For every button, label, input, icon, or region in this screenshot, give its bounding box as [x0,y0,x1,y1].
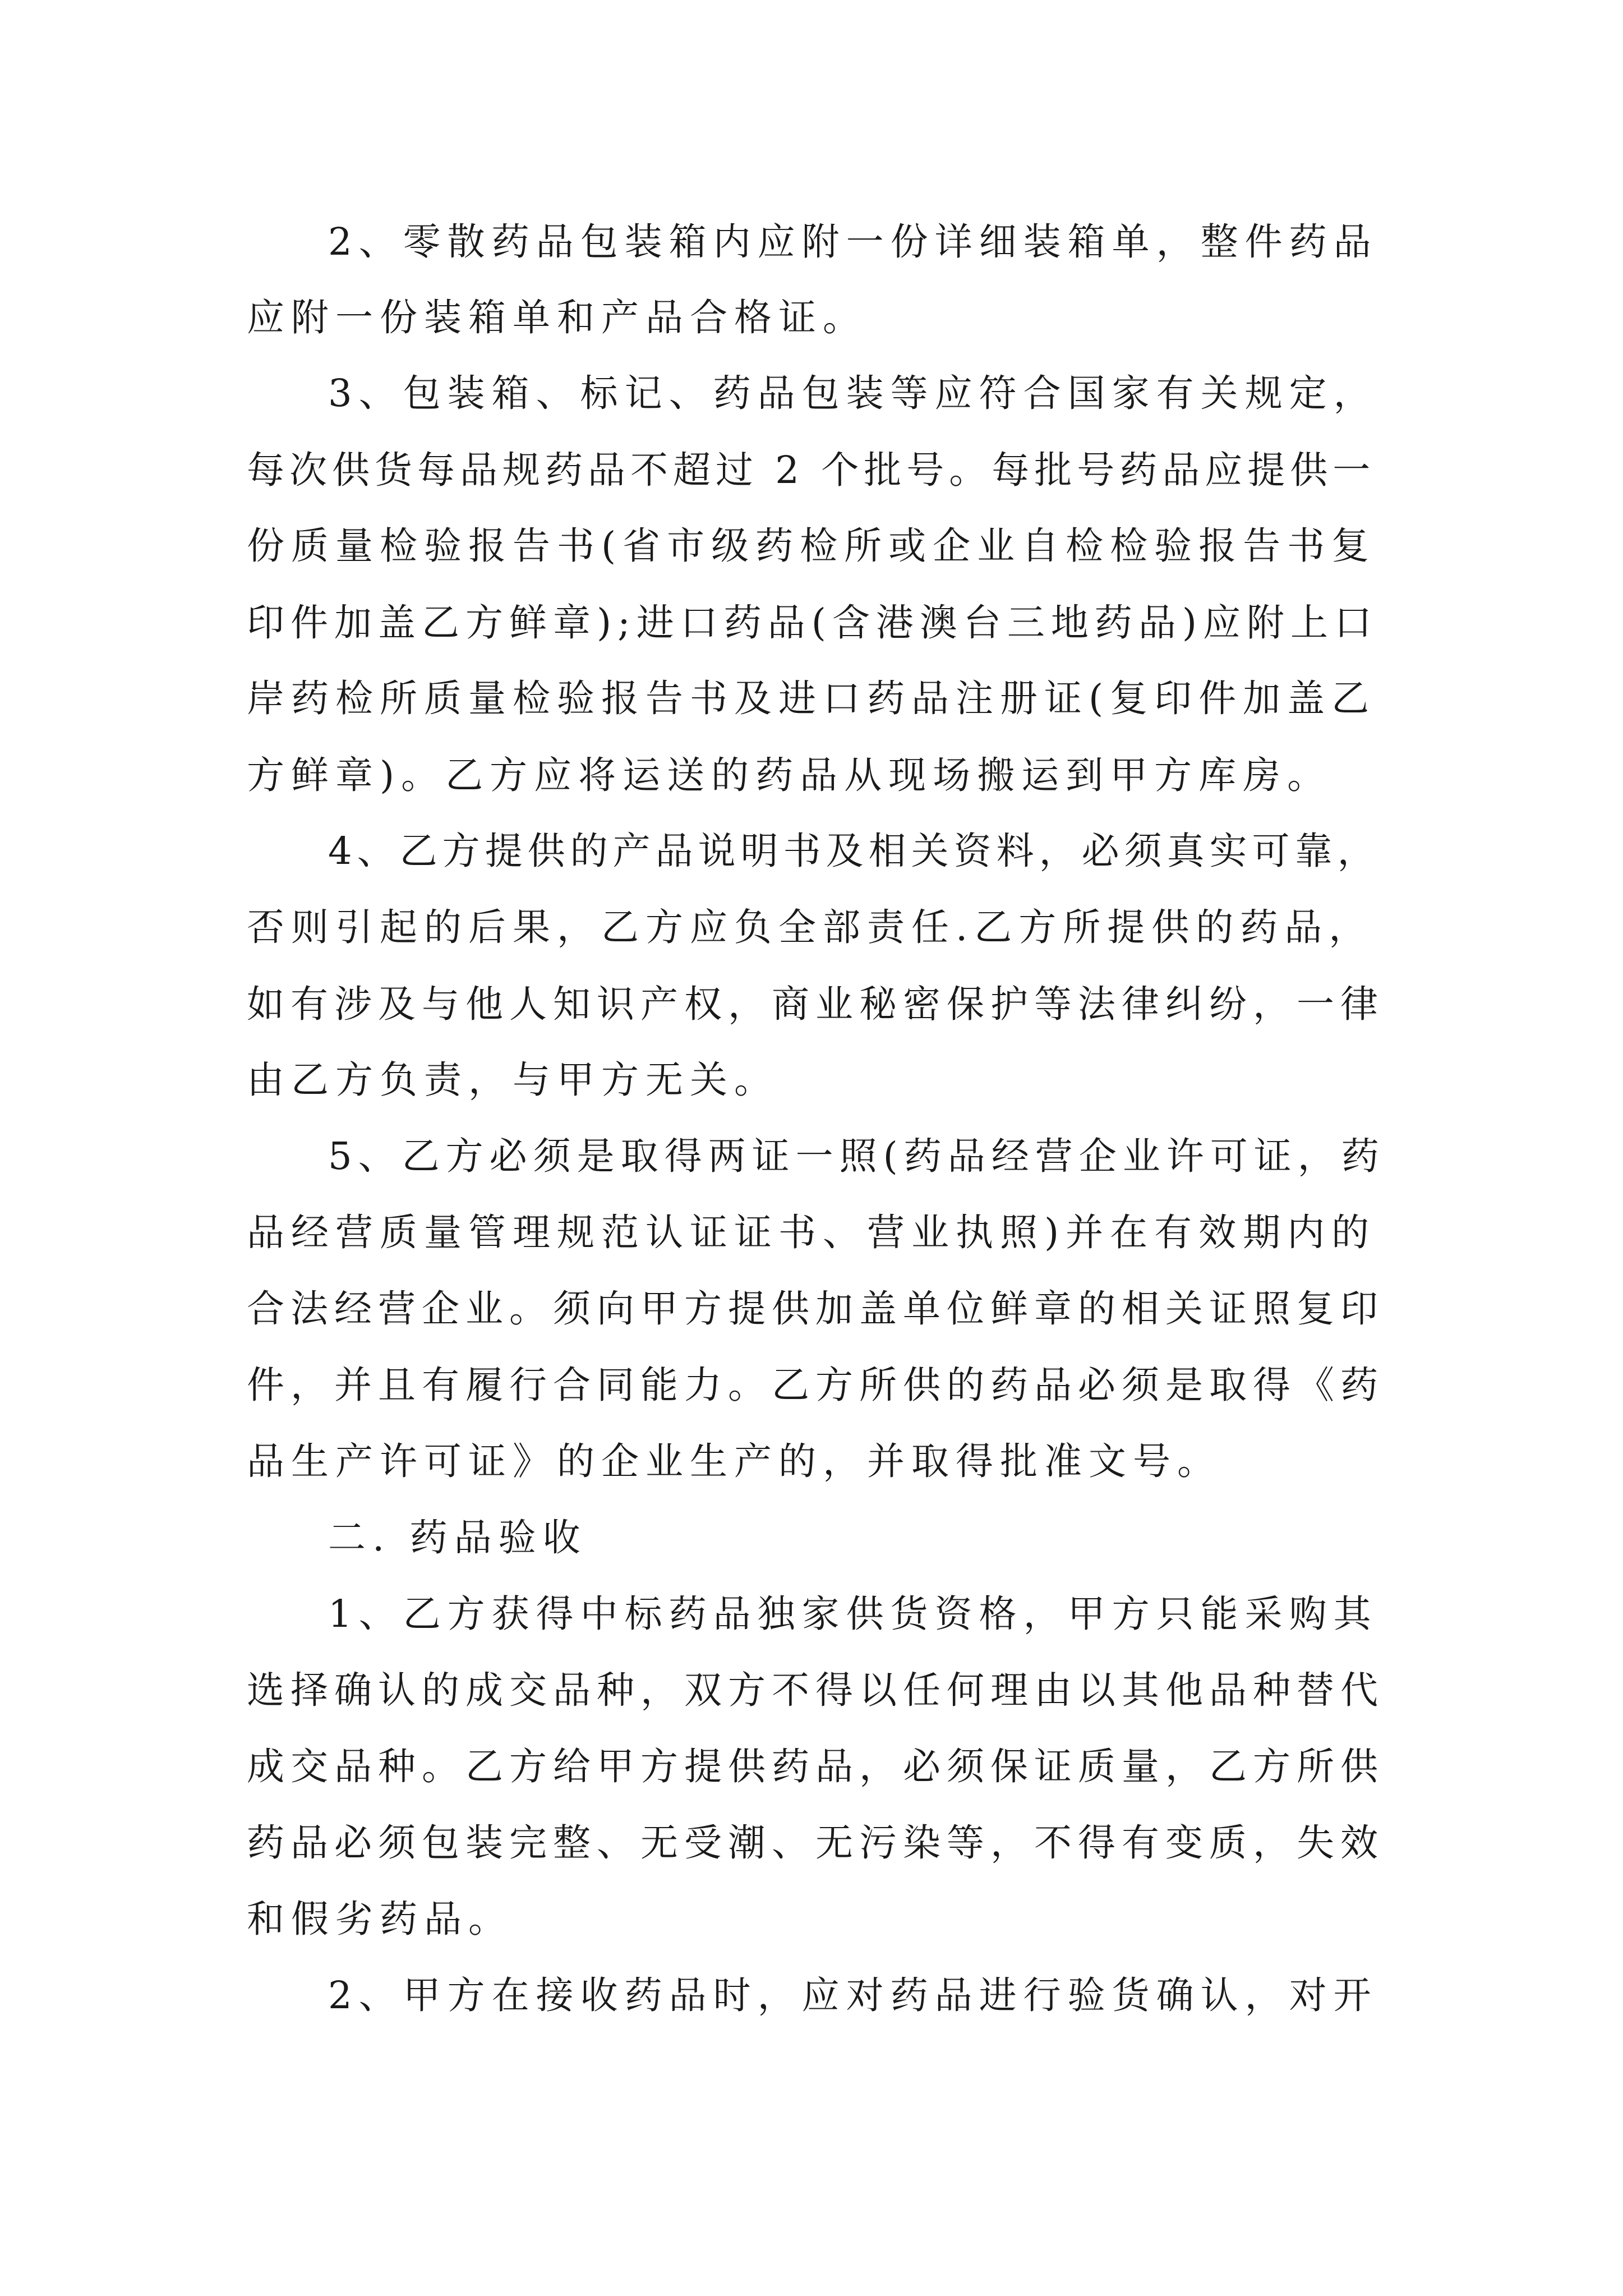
paragraph-line: 合法经营企业。须向甲方提供加盖单位鲜章的相关证照复印 [247,1287,1384,1331]
paragraph-line: 成交品种。乙方给甲方提供药品，必须保证质量，乙方所供 [247,1745,1384,1788]
paragraph-line: 2、甲方在接收药品时，应对药品进行验货确认，对开 [328,1973,1378,2017]
paragraph-line: 岸药检所质量检验报告书及进口药品注册证(复印件加盖乙 [247,677,1376,720]
paragraph-line: 应附一份装箱单和产品合格证。 [247,296,867,339]
section-heading: 二. 药品验收 [328,1516,587,1559]
paragraph-line: 1、乙方获得中标药品独家供货资格，甲方只能采购其 [328,1592,1378,1636]
paragraph-line: 品经营质量管理规范认证证书、营业执照)并在有效期内的 [247,1211,1376,1254]
paragraph-line: 选择确认的成交品种，双方不得以任何理由以其他品种替代 [247,1668,1384,1712]
paragraph-line: 3、包装箱、标记、药品包装等应符合国家有关规定， [328,371,1378,415]
paragraph-line: 否则引起的后果，乙方应负全部责任.乙方所提供的药品， [247,905,1373,949]
paragraph-line: 药品必须包装完整、无受潮、无污染等，不得有变质，失效 [247,1821,1384,1865]
paragraph-line: 印件加盖乙方鲜章);进口药品(含港澳台三地药品)应附上口 [247,601,1378,645]
paragraph-line: 由乙方负责，与甲方无关。 [247,1058,778,1102]
paragraph-line: 2、零散药品包装箱内应附一份详细装箱单，整件药品 [328,220,1378,264]
paragraph-line: 份质量检验报告书(省市级药检所或企业自检检验报告书复 [247,524,1376,568]
paragraph-line: 4、乙方提供的产品说明书及相关资料，必须真实可靠， [328,829,1380,873]
paragraph-line: 每次供货每品规药品不超过 2 个批号。每批号药品应提供一 [247,448,1376,492]
paragraph-line: 如有涉及与他人知识产权，商业秘密保护等法律纠纷，一律 [247,982,1384,1026]
paragraph-line: 品生产许可证》的企业生产的，并取得批准文号。 [247,1439,1221,1483]
paragraph-line: 件，并且有履行合同能力。乙方所供的药品必须是取得《药 [247,1363,1384,1407]
paragraph-line: 和假劣药品。 [247,1897,513,1941]
paragraph-line: 5、乙方必须是取得两证一照(药品经营企业许可证，药 [328,1134,1385,1178]
paragraph-line: 方鲜章)。乙方应将运送的药品从现场搬运到甲方库房。 [247,753,1332,797]
